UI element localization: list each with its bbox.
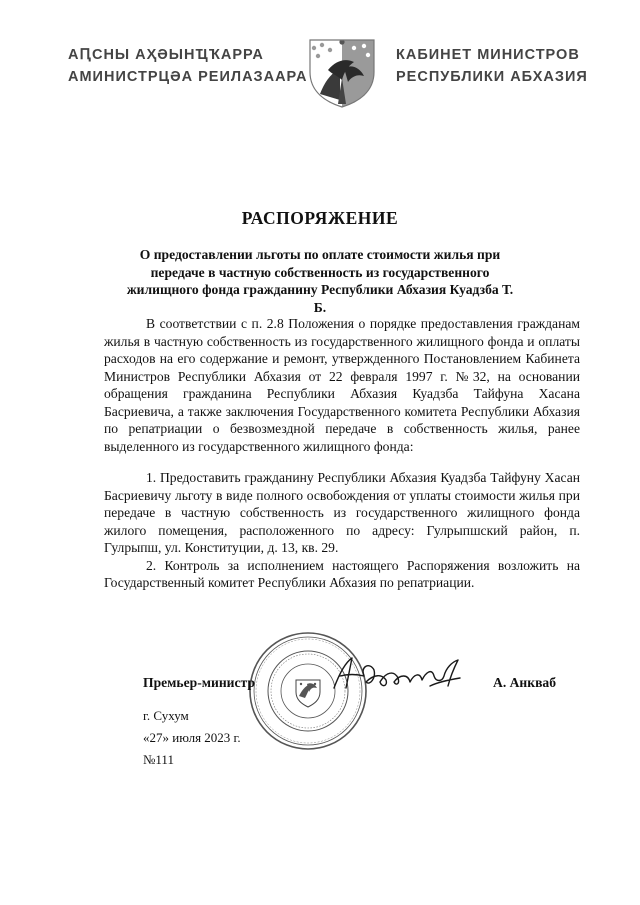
order-item-2: 2. Контроль за исполнением настоящего Распоряжения возложить на Государственный комитет Республики Абхазия по репатриации. xyxy=(104,557,580,590)
document-subject: О предоставлении льготы по оплате стоимости жилья при передаче в частную собственность из государственного жилищного фонда гражданину Республики Абхазия Куадзба Т. Б. xyxy=(126,247,514,315)
preamble-paragraph: В соответствии с п. 2.8 Положения о порядке предоставления гражданам жилья в частную собственность из государственного жилищного фонда и оплаты расходов на его содержание и ремонт, утвержденного Постановлением Кабинета Министров Республики Абхазия от 22 февраля 1997 г. №32, на основании обращения гражданина Республики Абхазия Куадзба Тайфуна Хасана Басриевича, а также заключения Государственного комитета Республики Абхазия по репатриации о безвозмездной передаче в собственность жилья, ранее выделенного из государственного жилищного фонда: xyxy=(104,316,580,454)
signatory-position: Премьер-министр xyxy=(143,675,255,690)
document-city: г. Сухум xyxy=(143,708,189,723)
document-body xyxy=(104,315,580,592)
header-russian-line-2: РЕСПУБЛИКИ АБХАЗИЯ xyxy=(396,69,588,85)
coat-of-arms-icon xyxy=(306,38,378,108)
header-russian-line-1: КАБИНЕТ МИНИСТРОВ xyxy=(396,47,580,63)
header-russian-title xyxy=(396,44,588,88)
header-abkhaz-line-2: АМИНИСТРЦӘА РЕИЛАЗААРА xyxy=(68,69,308,85)
document-title: РАСПОРЯЖЕНИЕ xyxy=(241,208,399,228)
signatory-name: А. Анкваб xyxy=(493,675,557,690)
signature-row xyxy=(0,675,640,695)
document-number: №111 xyxy=(143,752,174,767)
header-abkhaz-title xyxy=(68,44,307,88)
header-abkhaz-line-1: АԤСНЫ АҲӘЫНҴҠАРРА xyxy=(68,47,264,63)
order-item-1: 1. Предоставить гражданину Республики Абхазия Куадзба Тайфуну Хасан Басриевичу льготу в виде полного освобождения от уплаты стоимости жилья при передаче в частную собственность из государственного жилищного фонда жилого помещения, расположенного по адресу: Гулрыпшский район, п. Гулрыпш, ул. Конституции, д. 13, кв. 29. xyxy=(104,470,580,555)
document-date: «27» июля 2023 г. xyxy=(143,730,241,745)
